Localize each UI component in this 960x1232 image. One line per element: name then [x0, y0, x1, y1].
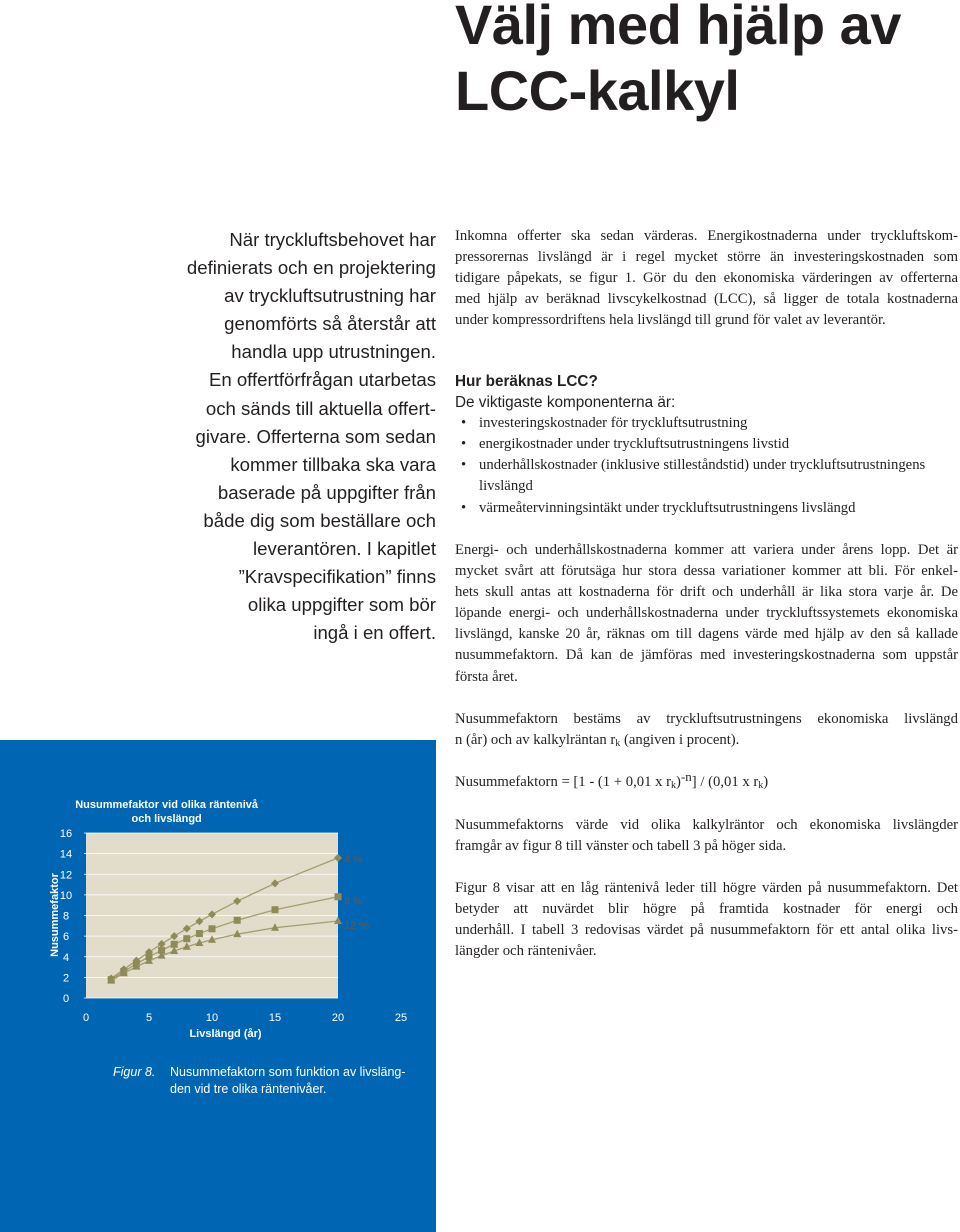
- x-tick-label: 15: [268, 1012, 282, 1024]
- series-label: 4 %: [344, 853, 363, 866]
- page-title: [455, 0, 960, 124]
- intro-line: genomförts så återstår att: [224, 313, 436, 335]
- paragraph-costs: [455, 540, 958, 688]
- y-tick-label: 4: [62, 951, 70, 964]
- y-tick-label: 16: [59, 828, 73, 840]
- paragraph-definition: [455, 709, 958, 751]
- body-line: under kompressordriftens hela livslängd till grund för valet av leverantör.: [455, 312, 886, 329]
- body-line: Figur 8 visar att en låg räntenivå leder till högre värden på nusummefaktorn. Det: [455, 880, 958, 896]
- data-point: [196, 930, 203, 937]
- x-tick-label: 25: [394, 1012, 408, 1024]
- intro-line: baserade på uppgifter från: [217, 481, 436, 503]
- component-list: [455, 413, 958, 518]
- body-line: Nusummefaktorn bestäms av tryckluftsutrustningens ekonomiska livslängd: [455, 711, 958, 727]
- intro-line: både dig som beställare och: [203, 509, 436, 531]
- body-line: löpande energi- och underhållskostnaderna under tryckluftssystemets ekonomiska: [455, 605, 958, 622]
- intro-line: olika uppgifter som bör: [247, 594, 436, 616]
- formula: [455, 769, 958, 793]
- bullet-symbol: •: [461, 436, 467, 453]
- body-line: Inkomna offerter ska sedan värderas. Energikostnaderna under tryckluftskom-: [455, 228, 958, 244]
- chart-title: och livslängd: [131, 813, 202, 825]
- intro-line: av tryckluftsutrustning har: [224, 285, 436, 307]
- paragraph-figure: [455, 878, 958, 962]
- intro-line: ingå i en offert.: [313, 622, 436, 644]
- chart-title: Nusummefaktor vid olika räntenivå: [75, 799, 259, 811]
- intro-line: givare. Offerterna som sedan: [195, 425, 436, 447]
- intro-line: definierats och en projektering: [186, 257, 436, 279]
- intro-line: När tryckluftsbehovet har: [229, 229, 436, 250]
- y-axis-label: Nusummefaktor: [49, 873, 61, 957]
- body-line: livslängd, kanske 20 år, räknas om till dagens värde med hjälp av den så kallade: [455, 626, 958, 643]
- title-line: Välj med hjälp av: [455, 0, 901, 56]
- body-line: Nusummefaktorns värde vid olika kalkylräntor och ekonomiska livslängder: [455, 817, 958, 833]
- body-line: pressorernas livslängd är i regel mycket större än investeringskostnaden som: [455, 249, 958, 266]
- caption-line: Nusummefaktorn som funktion av livsläng-: [170, 1065, 406, 1079]
- section-lcc: [455, 371, 958, 519]
- caption-text: [170, 1064, 406, 1098]
- intro-line: leverantören. I kapitlet: [253, 538, 436, 560]
- title-line: LCC-kalkyl: [455, 59, 740, 122]
- x-tick-label: 20: [331, 1012, 345, 1024]
- intro-line: handla upp utrustningen.: [231, 341, 436, 363]
- body-line: underhåll. I tabell 3 redovisas värdet på nusummefaktorn för ett antal olika livs-: [455, 922, 958, 939]
- data-point: [183, 935, 190, 942]
- intro-line: ”Kravspecifikation” finns: [238, 566, 436, 588]
- caption-label: Figur 8.: [113, 1065, 156, 1079]
- list-item: • energikostnader under tryckluftsutrustningens livstid: [455, 434, 958, 455]
- y-tick-label: 12: [59, 869, 73, 882]
- intro-text: [160, 226, 436, 647]
- series-label: 12 %: [344, 919, 370, 932]
- section-lead: De viktigaste komponenterna är:: [455, 394, 676, 412]
- body-line: längder och räntenivåer.: [455, 943, 597, 960]
- body-line: framgår av figur 8 till vänster och tabell 3 på höger sida.: [455, 838, 787, 855]
- body-line: tidigare påpekats, se figur 1. Gör du den ekonomiska värderingen av offerterna: [455, 270, 958, 287]
- formula-line: Nusummefaktorn = [1 - (1 + 0,01 x $r_k)^{-n}] / (0,01$ x $r_k$): [455, 769, 769, 791]
- y-tick-label: 14: [59, 848, 73, 861]
- data-point: [335, 893, 342, 900]
- paragraph-offers: [455, 226, 958, 331]
- list-item: • underhållskostnader (inklusive stilleståndstid) under tryckluftsutrustningens livslängd: [461, 457, 926, 495]
- x-tick-label: 5: [145, 1012, 153, 1024]
- body-line: första året.: [455, 668, 518, 685]
- series-label: 8 %: [344, 895, 363, 908]
- body-line: betyder att nuvärdet blir högre på framtida kostnader för energi och: [455, 901, 958, 918]
- y-tick-label: 2: [62, 972, 70, 985]
- intro-line: En offertförfrågan utarbetas: [208, 369, 436, 391]
- y-tick-label: 10: [59, 889, 73, 902]
- figure-panel: [0, 740, 436, 1232]
- x-tick-label: 0: [82, 1012, 90, 1024]
- x-axis-label: Livslängd (år): [189, 1028, 262, 1040]
- data-point: [234, 917, 241, 924]
- bullet-symbol: •: [461, 457, 467, 474]
- section-heading: Hur beräknas LCC?: [455, 373, 598, 390]
- body-line: mycket svårt att förutsäga hur stora dessa variationer kommer att bli. För enkel-: [455, 563, 958, 580]
- body-line: n (år) och av kalkylräntan $r_k$ (angiven i procent).: [455, 732, 740, 750]
- caption-line: den vid tre olika räntenivåer.: [170, 1082, 327, 1096]
- paragraph-values: [455, 815, 958, 857]
- list-item: • värmeåtervinningsintäkt under tryckluftsutrustningens livslängd: [455, 498, 958, 519]
- intro-line: och sänds till aktuella offert-: [205, 397, 436, 419]
- bullet-symbol: •: [461, 415, 467, 432]
- bullet-symbol: •: [461, 499, 467, 516]
- nusummefaktor-chart: [0, 740, 436, 1232]
- y-tick-label: 6: [62, 931, 70, 944]
- body-line: med hjälp av beräknad livscykelkostnad (LCC), så ligger de totala kostnaderna: [455, 291, 958, 308]
- body-line: hets skull antas att kostnaderna för drift och underhåll är lika stora varje år. De: [455, 584, 958, 601]
- intro-line: kommer tillbaka ska vara: [230, 453, 436, 475]
- data-point: [209, 925, 216, 932]
- y-tick-label: 0: [62, 993, 70, 1005]
- data-point: [272, 906, 279, 913]
- x-tick-label: 10: [205, 1012, 219, 1024]
- body-line: nusummefaktorn. Då kan de jämföras med investeringskostnaderna som uppstår: [455, 647, 958, 664]
- list-item: • investeringskostnader för tryckluftsutrustning: [455, 413, 958, 434]
- y-tick-label: 8: [62, 910, 70, 923]
- body-line: Energi- och underhållskostnaderna kommer att variera under årens lopp. Det är: [455, 542, 958, 558]
